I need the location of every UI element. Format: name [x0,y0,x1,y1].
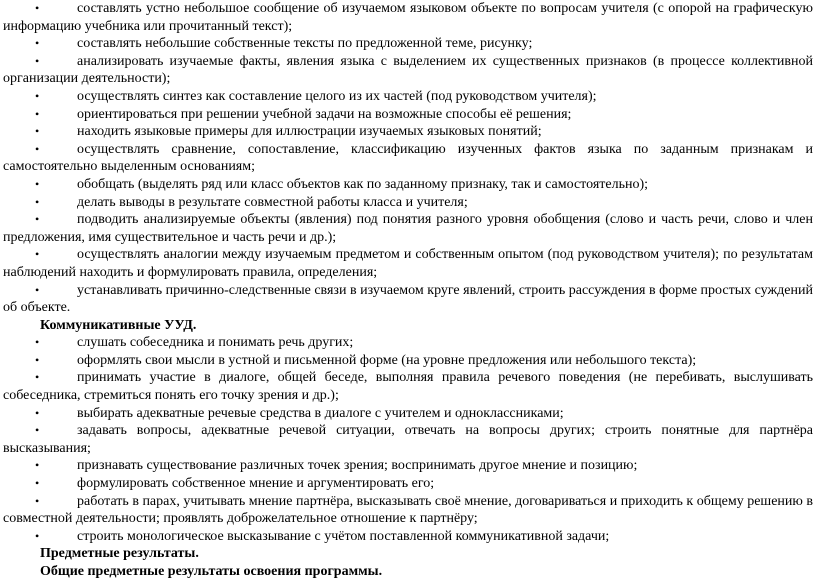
list-item-text: принимать участие в диалоге, общей беседе, выполняя правила речевого поведения (не перебивать, выслушивать собеседника, стремиться понять его точку зрения и др.); [3,370,813,404]
list-item [3,475,813,493]
list-item-text: признавать существование различных точек зрения; воспринимать другое мнение и позицию; [77,458,638,474]
cognitive-uud-list [3,0,813,317]
list-item-text: составлять устно небольшое сообщение об изучаемом языковом объекте по вопросам учителя (с опорой на графическую информацию учебника или прочитанный текст); [3,1,813,34]
list-item [3,141,813,176]
bullet-icon: • [35,141,40,156]
list-item-text: осуществлять синтез как составление целого из их частей (под руководством учителя); [77,88,597,104]
list-item [3,493,813,528]
heading-subject-results: Предметные результаты. [40,546,199,562]
list-item [3,35,813,53]
list-item-text: составлять небольшие собственные тексты по предложенной теме, рисунку; [77,36,533,52]
list-item [3,334,813,352]
list-item-text: оформлять свои мысли в устной и письменной форме (на уровне предложения или небольшого текста); [77,352,697,368]
bullet-icon: • [35,423,40,438]
bullet-icon: • [35,493,40,508]
list-item-text: подводить анализируемые объекты (явления) под понятия разного уровня обобщения (слово и часть речи, слово и член предложения, имя существительное и часть речи и др.); [3,212,813,245]
list-item-text: находить языковые примеры для иллюстрации изучаемых языковых понятий; [77,124,542,140]
list-item-text: делать выводы в результате совместной работы класса и учителя; [77,194,468,210]
list-item [3,123,813,141]
list-item [3,88,813,106]
communicative-uud-list [3,334,813,545]
bullet-icon: • [35,106,40,121]
list-item-text: формулировать собственное мнение и аргументировать его; [77,476,435,492]
heading-communicative-uud: Коммуникативные УУД. [40,317,197,333]
list-item [3,106,813,124]
list-item-text: выбирать адекватные речевые средства в диалоге с учителем и одноклассниками; [77,405,564,421]
bullet-icon: • [35,53,40,68]
bullet-icon: • [35,247,40,262]
bullet-icon: • [35,88,40,103]
bullet-icon: • [35,36,40,51]
heading-general-subject-results: Общие предметные результаты освоения программы. [40,564,383,579]
list-item-text: анализировать изучаемые факты, явления языка с выделением их существенных признаков (в процессе коллективной организации деятельности); [3,53,813,87]
list-item [3,457,813,475]
list-item-text: слушать собеседника и понимать речь других; [77,335,354,351]
bullet-icon: • [35,212,40,227]
list-item [3,352,813,370]
list-item-text: строить монологическое высказывание с учётом поставленной коммуникативной задачи; [77,528,610,544]
bullet-icon: • [35,528,40,543]
list-item-text: осуществлять аналогии между изучаемым предметом и собственным опытом (под руководством учителя); по результатам наблюдений находить и формулировать правила, определения; [3,247,813,280]
list-item-text: обобщать (выделять ряд или класс объектов как по заданному признаку, так и самостоятельно); [77,176,649,192]
list-item [3,528,813,546]
list-item [3,0,813,35]
list-item [3,369,813,404]
bullet-icon: • [35,124,40,139]
bullet-icon: • [35,405,40,420]
list-item-text: ориентироваться при решении учебной задачи на возможные способы её решения; [77,106,572,122]
list-item [3,246,813,281]
bullet-icon: • [35,335,40,350]
list-item [3,422,813,457]
bullet-icon: • [35,282,40,297]
bullet-icon: • [35,458,40,473]
list-item [3,211,813,246]
list-item [3,282,813,317]
list-item-text: осуществлять сравнение, сопоставление, классификацию изученных фактов языка по заданным признакам и самостоятельно выделенным основаниям; [3,141,813,175]
bullet-icon: • [35,176,40,191]
list-item-text: устанавливать причинно-следственные связи в изучаемом круге явлений, строить рассуждения в форме простых суждений об объекте. [3,282,813,316]
bullet-icon: • [35,1,40,15]
list-item [3,194,813,212]
bullet-icon: • [35,476,40,491]
list-item-text: работать в парах, учитывать мнение партнёра, высказывать своё мнение, договариваться и приходить к общему решению в совместной деятельности; проявлять доброжелательное отношение к партнёру; [3,493,813,527]
list-item [3,176,813,194]
list-item [3,53,813,88]
list-item-text: задавать вопросы, адекватные речевой ситуации, отвечать на вопросы других; строить понятные для партнёра высказывания; [3,423,813,456]
bullet-icon: • [35,194,40,209]
list-item [3,405,813,423]
bullet-icon: • [35,370,40,385]
bullet-icon: • [35,352,40,367]
